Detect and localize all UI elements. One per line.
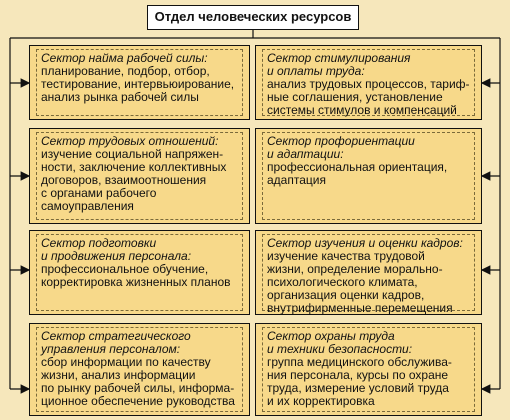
sector-strategic-box — [29, 323, 250, 416]
sector-labor-relations-box — [29, 128, 250, 224]
sector-assessment-box — [255, 230, 482, 315]
sector-hiring-box — [29, 45, 250, 120]
sector-training-box — [29, 230, 250, 315]
sector-description: изучение социальной напряжен- ности, заключение коллективных договоров, взаимоотношения с органами рабочего самоуправления — [41, 147, 227, 213]
sector-description: анализ трудовых процессов, тариф- ные соглашения, установление системы стимулов и компенсаций — [267, 77, 470, 117]
sector-stimulation-box — [255, 45, 482, 120]
sector-heading: Сектор трудовых отношений: — [41, 134, 219, 148]
sector-safety-box — [255, 323, 482, 416]
department-title: Отдел человеческих ресурсов — [147, 5, 359, 30]
sector-description: группа медицинского обслужива- ния персонала, курсы по охране труда, измерение условий труда и их корректировка — [267, 355, 452, 408]
sector-heading: Сектор профориентации и адаптации: — [267, 134, 415, 161]
sector-description: планирование, подбор, отбор, тестирование, интервьюирование, анализ рынка рабочей силы — [41, 64, 235, 104]
sector-heading: Сектор стратегического управления персоналом: — [41, 329, 191, 356]
sector-career-guidance-box — [255, 128, 482, 224]
sector-heading: Сектор охраны труда и техники безопасности: — [267, 329, 413, 356]
sector-description: сбор информации по качеству жизни, анализ информации по рынку рабочей силы, информа- ционное обеспечение руководства — [41, 355, 235, 408]
sector-description: изучение качества трудовой жизни, определение морально- психологического климата, организация оценки кадров, внутрифирменные перемещения — [267, 249, 453, 315]
sector-heading: Сектор подготовки и продвижения персонала: — [41, 236, 192, 263]
sector-heading: Сектор найма рабочей силы: — [41, 51, 208, 65]
sector-description: профессиональное обучение, корректировка жизненных планов — [41, 262, 231, 289]
sector-heading: Сектор стимулирования и оплаты труда: — [267, 51, 411, 78]
sector-heading: Сектор изучения и оценки кадров: — [267, 236, 463, 250]
sector-description: профессиональная ориентация, адаптация — [267, 160, 448, 187]
